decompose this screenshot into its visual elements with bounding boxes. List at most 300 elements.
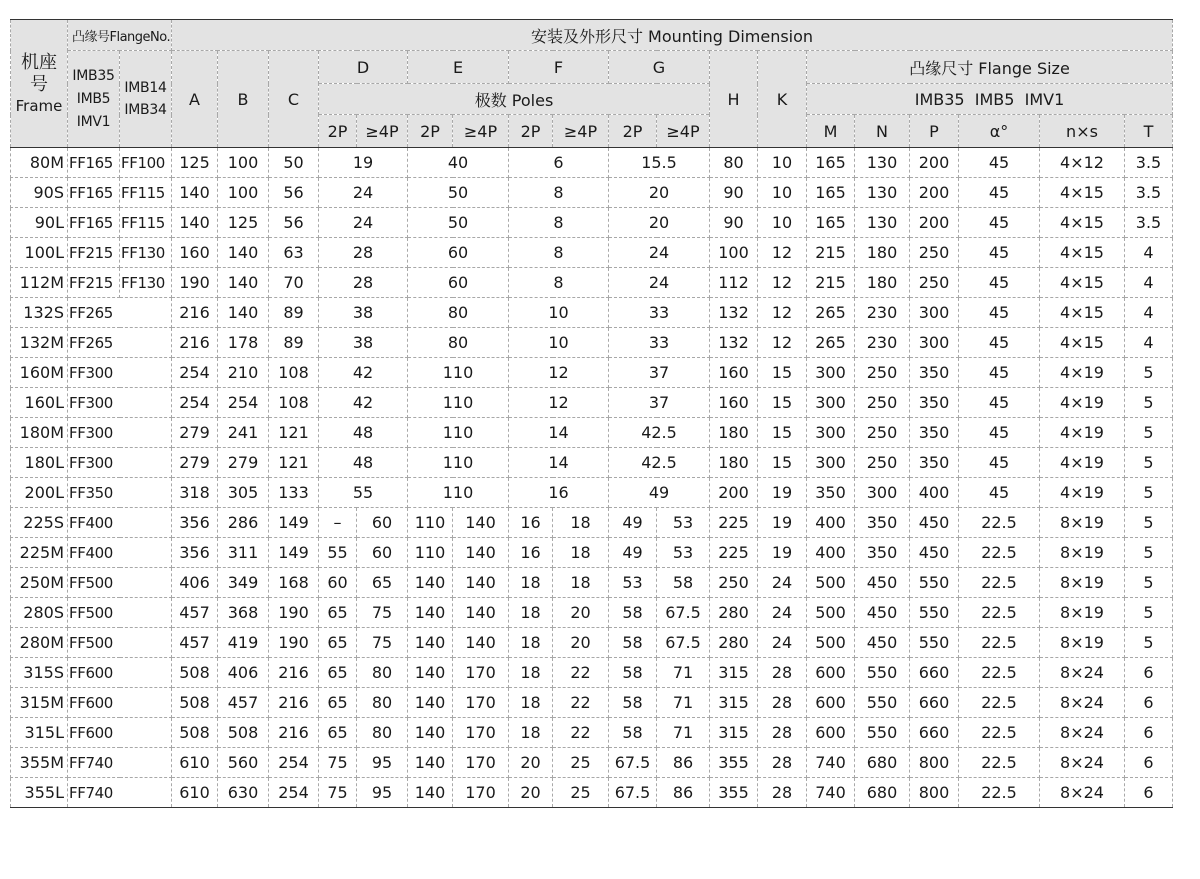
frame-cell: 90S [11, 178, 68, 208]
frame-cell: 200L [11, 478, 68, 508]
imv1-label: IMV1 [76, 113, 111, 130]
col-n-cell: 450 [855, 568, 910, 598]
frame-cell: 315M [11, 688, 68, 718]
col-f-cell: 8 [509, 268, 609, 298]
col-n-cell: 350 [855, 508, 910, 538]
col-alpha-cell: 45 [959, 388, 1040, 418]
col-b-cell: 406 [218, 658, 269, 688]
col-alpha-cell: 22.5 [959, 628, 1040, 658]
col-k-cell: 15 [758, 418, 807, 448]
col-e-cell: 60 [408, 268, 509, 298]
col-a-cell: 216 [172, 298, 218, 328]
col-k-cell: 24 [758, 628, 807, 658]
col-p-cell: 450 [910, 538, 959, 568]
f-4p-header: ≥4P [553, 115, 609, 148]
col-f-cell: 14 [509, 448, 609, 478]
col-t-cell: 5 [1125, 388, 1173, 418]
col-m-cell: 165 [807, 148, 855, 178]
col-c-cell: 254 [269, 778, 319, 808]
col-g-4p-cell: 67.5 [657, 598, 710, 628]
col-c-cell: 254 [269, 748, 319, 778]
col-d-cell: 48 [319, 418, 408, 448]
col-f-4p-cell: 18 [553, 538, 609, 568]
col-alpha-cell: 45 [959, 448, 1040, 478]
col-n-cell: 230 [855, 298, 910, 328]
col-f-2p-cell: 20 [509, 748, 553, 778]
col-n-cell: 230 [855, 328, 910, 358]
col-alpha-cell: 45 [959, 328, 1040, 358]
flange-no-cell: FF300 [68, 448, 172, 478]
flange-no-cell: FF265 [68, 328, 172, 358]
col-g-cell: 24 [609, 268, 710, 298]
flange-no-cell: FF265 [68, 298, 172, 328]
col-d-cell: 38 [319, 298, 408, 328]
flange-no-cell: FF165 [68, 178, 120, 208]
flange-no-cell: FF165 [68, 148, 120, 178]
col-h-cell: 280 [710, 628, 758, 658]
frame-cell: 100L [11, 238, 68, 268]
col-h-cell: 132 [710, 298, 758, 328]
col-b-cell: 241 [218, 418, 269, 448]
col-e-cell: 110 [408, 388, 509, 418]
col-b-cell: 210 [218, 358, 269, 388]
col-f-cell: 10 [509, 298, 609, 328]
col-p-cell: 450 [910, 508, 959, 538]
table-row [11, 718, 1173, 748]
col-k-cell: 10 [758, 178, 807, 208]
col-t-cell: 5 [1125, 568, 1173, 598]
frame-cell: 280S [11, 598, 68, 628]
frame-cell: 160L [11, 388, 68, 418]
col-d-2p-cell: 75 [319, 748, 357, 778]
col-p-cell: 660 [910, 688, 959, 718]
col-k-cell: 12 [758, 268, 807, 298]
col-a-cell: 406 [172, 568, 218, 598]
col-k-cell: 15 [758, 388, 807, 418]
imb34-label: IMB34 [124, 102, 167, 118]
frame-cell: 132S [11, 298, 68, 328]
table-row [11, 298, 1173, 328]
col-d-cell: 42 [319, 358, 408, 388]
flange-size-header: 凸缘尺寸 Flange Size [807, 51, 1173, 84]
col-h-cell: 80 [710, 148, 758, 178]
col-m-cell: 165 [807, 178, 855, 208]
col-f-2p-cell: 20 [509, 778, 553, 808]
col-n-cell: 350 [855, 538, 910, 568]
col-alpha-cell: 22.5 [959, 748, 1040, 778]
col-e-2p-cell: 140 [408, 628, 453, 658]
col-b-header: B [218, 51, 269, 148]
col-b-cell: 457 [218, 688, 269, 718]
col-a-cell: 190 [172, 268, 218, 298]
col-c-cell: 89 [269, 328, 319, 358]
frame-cell: 160M [11, 358, 68, 388]
col-g-2p-cell: 58 [609, 718, 657, 748]
col-p-cell: 250 [910, 238, 959, 268]
col-t-cell: 3.5 [1125, 208, 1173, 238]
col-e-4p-cell: 140 [453, 508, 509, 538]
col-f-cell: 8 [509, 178, 609, 208]
col-t-cell: 5 [1125, 508, 1173, 538]
col-f-cell: 6 [509, 148, 609, 178]
col-e-cell: 80 [408, 298, 509, 328]
col-g-cell: 37 [609, 358, 710, 388]
col-g-cell: 20 [609, 178, 710, 208]
col-b-cell: 508 [218, 718, 269, 748]
col-m-cell: 400 [807, 508, 855, 538]
col-k-cell: 24 [758, 598, 807, 628]
frame-header [11, 20, 68, 148]
col-e-cell: 40 [408, 148, 509, 178]
col-g-4p-cell: 53 [657, 508, 710, 538]
col-m-cell: 740 [807, 778, 855, 808]
col-f-cell: 8 [509, 238, 609, 268]
col-nxs-cell: 8×24 [1040, 748, 1125, 778]
col-c-header: C [269, 51, 319, 148]
col-a-cell: 508 [172, 658, 218, 688]
col-h-cell: 200 [710, 478, 758, 508]
col-nxs-cell: 4×15 [1040, 178, 1125, 208]
flange-no-alt-cell: FF130 [120, 238, 172, 268]
col-alpha-cell: 22.5 [959, 718, 1040, 748]
col-a-cell: 140 [172, 178, 218, 208]
flange-no-cell: FF165 [68, 208, 120, 238]
col-g-2p-cell: 58 [609, 598, 657, 628]
col-g-cell: 37 [609, 388, 710, 418]
frame-cell: 180L [11, 448, 68, 478]
col-d-cell: 48 [319, 448, 408, 478]
flange-no-alt-cell: FF130 [120, 268, 172, 298]
col-t-cell: 5 [1125, 628, 1173, 658]
col-p-cell: 800 [910, 778, 959, 808]
col-d-cell: 19 [319, 148, 408, 178]
col-e-2p-cell: 140 [408, 718, 453, 748]
col-n-cell: 130 [855, 148, 910, 178]
col-t-cell: 3.5 [1125, 178, 1173, 208]
col-d-2p-cell: 65 [319, 658, 357, 688]
flange-no-cell: FF500 [68, 568, 172, 598]
table-row [11, 208, 1173, 238]
col-d-4p-cell: 60 [357, 508, 408, 538]
col-d-cell: 24 [319, 178, 408, 208]
col-t-cell: 5 [1125, 478, 1173, 508]
table-header [11, 20, 1173, 148]
flange-size-subheader: IMB35 IMB5 IMV1 [807, 84, 1173, 115]
col-k-cell: 12 [758, 238, 807, 268]
col-b-cell: 349 [218, 568, 269, 598]
col-n-cell: 450 [855, 598, 910, 628]
col-c-cell: 121 [269, 448, 319, 478]
col-nxs-cell: 4×15 [1040, 298, 1125, 328]
col-d-2p-cell: 55 [319, 538, 357, 568]
col-a-cell: 356 [172, 538, 218, 568]
g-4p-header: ≥4P [657, 115, 710, 148]
col-a-header: A [172, 51, 218, 148]
col-nxs-cell: 4×15 [1040, 208, 1125, 238]
col-nxs-cell: 4×15 [1040, 328, 1125, 358]
col-c-cell: 70 [269, 268, 319, 298]
col-alpha-cell: 22.5 [959, 688, 1040, 718]
col-c-cell: 108 [269, 388, 319, 418]
col-h-cell: 225 [710, 538, 758, 568]
col-p-cell: 300 [910, 298, 959, 328]
col-g-4p-cell: 53 [657, 538, 710, 568]
col-e-2p-cell: 140 [408, 688, 453, 718]
table-body [11, 148, 1173, 808]
col-f-cell: 14 [509, 418, 609, 448]
col-m-cell: 500 [807, 598, 855, 628]
col-nxs-cell: 8×19 [1040, 508, 1125, 538]
col-h-cell: 315 [710, 688, 758, 718]
col-n-header: N [855, 115, 910, 148]
col-g-2p-cell: 67.5 [609, 748, 657, 778]
table-row [11, 388, 1173, 418]
col-c-cell: 56 [269, 208, 319, 238]
frame-cell: 355M [11, 748, 68, 778]
col-b-cell: 630 [218, 778, 269, 808]
poles-header: 极数 Poles [319, 84, 710, 115]
col-g-2p-cell: 49 [609, 508, 657, 538]
flange-no-cell: FF740 [68, 778, 172, 808]
col-h-cell: 315 [710, 658, 758, 688]
col-m-cell: 740 [807, 748, 855, 778]
col-alpha-cell: 22.5 [959, 658, 1040, 688]
col-m-cell: 215 [807, 268, 855, 298]
col-f-cell: 12 [509, 358, 609, 388]
col-a-cell: 318 [172, 478, 218, 508]
col-a-cell: 508 [172, 688, 218, 718]
col-d-4p-cell: 60 [357, 538, 408, 568]
col-c-cell: 89 [269, 298, 319, 328]
col-m-cell: 500 [807, 628, 855, 658]
col-g-cell: 15.5 [609, 148, 710, 178]
col-a-cell: 254 [172, 358, 218, 388]
frame-cell: 225S [11, 508, 68, 538]
col-m-cell: 300 [807, 388, 855, 418]
col-p-cell: 550 [910, 568, 959, 598]
col-k-cell: 12 [758, 298, 807, 328]
col-nxs-cell: 4×15 [1040, 268, 1125, 298]
col-f-header: F [509, 51, 609, 84]
col-a-cell: 279 [172, 448, 218, 478]
col-alpha-header: α° [959, 115, 1040, 148]
col-nxs-cell: 8×19 [1040, 598, 1125, 628]
d-2p-header: 2P [319, 115, 357, 148]
col-f-4p-cell: 22 [553, 658, 609, 688]
col-e-4p-cell: 140 [453, 598, 509, 628]
col-a-cell: 356 [172, 508, 218, 538]
frame-cell: 132M [11, 328, 68, 358]
col-g-header: G [609, 51, 710, 84]
col-alpha-cell: 45 [959, 238, 1040, 268]
flange-no-alt-cell: FF115 [120, 208, 172, 238]
col-alpha-cell: 22.5 [959, 538, 1040, 568]
col-e-cell: 110 [408, 358, 509, 388]
col-p-cell: 350 [910, 358, 959, 388]
col-t-cell: 5 [1125, 598, 1173, 628]
col-m-cell: 265 [807, 328, 855, 358]
col-c-cell: 216 [269, 688, 319, 718]
frame-cell: 280M [11, 628, 68, 658]
col-h-cell: 315 [710, 718, 758, 748]
col-alpha-cell: 22.5 [959, 508, 1040, 538]
flange-no-cell: FF600 [68, 658, 172, 688]
col-f-cell: 8 [509, 208, 609, 238]
col-c-cell: 216 [269, 658, 319, 688]
table-row [11, 178, 1173, 208]
col-d-4p-cell: 95 [357, 778, 408, 808]
col-d-2p-cell: 65 [319, 718, 357, 748]
col-alpha-cell: 45 [959, 148, 1040, 178]
col-n-cell: 680 [855, 748, 910, 778]
table-row [11, 448, 1173, 478]
col-g-cell: 33 [609, 328, 710, 358]
col-g-2p-cell: 53 [609, 568, 657, 598]
col-c-cell: 56 [269, 178, 319, 208]
col-h-cell: 355 [710, 778, 758, 808]
g-2p-header: 2P [609, 115, 657, 148]
flange-no-cell: FF300 [68, 418, 172, 448]
col-n-cell: 550 [855, 658, 910, 688]
col-f-2p-cell: 18 [509, 688, 553, 718]
col-g-cell: 42.5 [609, 418, 710, 448]
flange-no-cell: FF740 [68, 748, 172, 778]
col-nxs-cell: 4×15 [1040, 238, 1125, 268]
col-h-cell: 280 [710, 598, 758, 628]
table-row [11, 238, 1173, 268]
col-h-cell: 160 [710, 358, 758, 388]
flange-no-cell: FF215 [68, 268, 120, 298]
col-b-cell: 140 [218, 268, 269, 298]
col-e-2p-cell: 140 [408, 568, 453, 598]
col-e-2p-cell: 140 [408, 748, 453, 778]
d-4p-header: ≥4P [357, 115, 408, 148]
col-d-cell: 28 [319, 268, 408, 298]
frame-cell: 112M [11, 268, 68, 298]
col-g-2p-cell: 58 [609, 688, 657, 718]
col-h-cell: 112 [710, 268, 758, 298]
col-b-cell: 125 [218, 208, 269, 238]
col-g-4p-cell: 71 [657, 718, 710, 748]
col-f-2p-cell: 18 [509, 568, 553, 598]
col-m-cell: 300 [807, 448, 855, 478]
imb5-label: IMB5 [76, 90, 111, 107]
col-e-cell: 80 [408, 328, 509, 358]
dimension-table-wrapper [10, 19, 1173, 808]
frame-cell: 315L [11, 718, 68, 748]
col-k-cell: 19 [758, 478, 807, 508]
frame-cell: 90L [11, 208, 68, 238]
col-c-cell: 216 [269, 718, 319, 748]
col-e-cell: 110 [408, 478, 509, 508]
col-n-cell: 250 [855, 418, 910, 448]
col-f-4p-cell: 22 [553, 688, 609, 718]
col-f-4p-cell: 22 [553, 718, 609, 748]
col-d-4p-cell: 80 [357, 688, 408, 718]
col-k-cell: 28 [758, 718, 807, 748]
col-f-2p-cell: 18 [509, 598, 553, 628]
col-m-cell: 300 [807, 358, 855, 388]
col-nxs-cell: 4×19 [1040, 358, 1125, 388]
col-m-cell: 600 [807, 718, 855, 748]
col-alpha-cell: 22.5 [959, 778, 1040, 808]
col-a-cell: 160 [172, 238, 218, 268]
e-4p-header: ≥4P [453, 115, 509, 148]
col-c-cell: 63 [269, 238, 319, 268]
col-k-cell: 28 [758, 778, 807, 808]
col-t-cell: 6 [1125, 658, 1173, 688]
col-t-cell: 5 [1125, 448, 1173, 478]
col-c-cell: 149 [269, 538, 319, 568]
col-g-4p-cell: 86 [657, 748, 710, 778]
frame-cell: 225M [11, 538, 68, 568]
col-a-cell: 125 [172, 148, 218, 178]
col-a-cell: 140 [172, 208, 218, 238]
flange-no-cell: FF400 [68, 508, 172, 538]
col-k-cell: 24 [758, 568, 807, 598]
frame-header-en: Frame [15, 96, 63, 115]
col-b-cell: 140 [218, 238, 269, 268]
col-p-cell: 800 [910, 748, 959, 778]
col-d-cell: 55 [319, 478, 408, 508]
flange-no-cell: FF215 [68, 238, 120, 268]
col-d-2p-cell: – [319, 508, 357, 538]
col-m-cell: 600 [807, 658, 855, 688]
col-d-2p-cell: 65 [319, 688, 357, 718]
flange-no-header: 凸缘号FlangeNo. [68, 20, 172, 51]
col-t-cell: 4 [1125, 268, 1173, 298]
col-n-cell: 130 [855, 208, 910, 238]
col-d-2p-cell: 65 [319, 628, 357, 658]
col-h-cell: 250 [710, 568, 758, 598]
frame-cell: 250M [11, 568, 68, 598]
col-e-4p-cell: 170 [453, 778, 509, 808]
col-nxs-cell: 4×19 [1040, 388, 1125, 418]
col-h-cell: 225 [710, 508, 758, 538]
col-d-4p-cell: 65 [357, 568, 408, 598]
col-f-2p-cell: 18 [509, 628, 553, 658]
flange-no-cell: FF300 [68, 358, 172, 388]
col-k-cell: 15 [758, 358, 807, 388]
col-g-4p-cell: 71 [657, 658, 710, 688]
col-p-cell: 200 [910, 178, 959, 208]
col-t-cell: 6 [1125, 778, 1173, 808]
col-e-4p-cell: 140 [453, 628, 509, 658]
flange-no-alt-cell: FF100 [120, 148, 172, 178]
col-n-cell: 550 [855, 718, 910, 748]
col-m-cell: 300 [807, 418, 855, 448]
col-f-2p-cell: 18 [509, 658, 553, 688]
col-d-4p-cell: 95 [357, 748, 408, 778]
col-t-cell: 4 [1125, 238, 1173, 268]
col-a-cell: 457 [172, 598, 218, 628]
col-alpha-cell: 22.5 [959, 568, 1040, 598]
col-h-cell: 160 [710, 388, 758, 418]
col-k-header: K [758, 51, 807, 148]
col-c-cell: 133 [269, 478, 319, 508]
col-f-4p-cell: 18 [553, 508, 609, 538]
col-b-cell: 140 [218, 298, 269, 328]
col-e-cell: 50 [408, 178, 509, 208]
col-a-cell: 610 [172, 748, 218, 778]
col-a-cell: 279 [172, 418, 218, 448]
flange-no-cell: FF400 [68, 538, 172, 568]
col-m-cell: 165 [807, 208, 855, 238]
col-t-cell: 5 [1125, 418, 1173, 448]
table-row [11, 658, 1173, 688]
col-f-4p-cell: 18 [553, 568, 609, 598]
col-nxs-cell: 8×19 [1040, 568, 1125, 598]
